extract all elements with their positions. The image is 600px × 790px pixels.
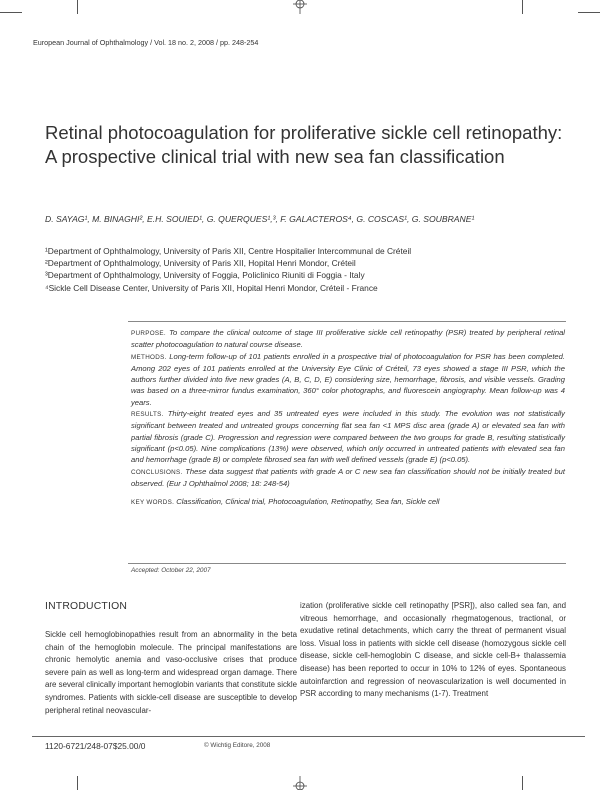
- intro-column-left: Sickle cell hemoglobinopathies result from an abnormality in the beta chain of the hemoglobin molecule. The principal manifestations are chronic hemolytic anemia and vaso-occlusive crises that produce severe pain as well as long-term and widespread organ damage. There are several clinically important hemoglobin variants that constitute sickle syndromes. Patients with sickle-cell disease are susceptible to develop peripheral retinal neovascular-: [45, 630, 297, 715]
- footer-rule: [32, 736, 585, 737]
- abstract: [131, 327, 565, 508]
- registration-mark-top-icon: [291, 0, 309, 14]
- abstract-keywords: [131, 496, 565, 508]
- affiliation-3: ³Department of Ophthalmology, University of Foggia, Policlinico Riuniti di Foggia - Italy: [45, 270, 365, 281]
- keywords-text: Classification, Clinical trial, Photocoagulation, Retinopathy, Sea fan, Sickle cell: [176, 497, 440, 507]
- abstract-methods: [131, 351, 565, 408]
- abstract-bottom-rule: [128, 563, 566, 564]
- methods-label: METHODS.: [131, 353, 167, 361]
- abstract-conclusions: [131, 466, 565, 490]
- results-label: RESULTS.: [131, 411, 164, 419]
- crop-mark-top-left: [77, 0, 78, 14]
- author-list: D. SAYAG¹, M. BINAGHI², E.H. SOUIED¹, G. QUERQUES¹,³, F. GALACTEROS⁴, G. COSCAS¹, G. SOUBRANE¹: [45, 214, 475, 224]
- affiliation-4: ⁴Sickle Cell Disease Center, University of Paris XII, Hopital Henri Mondor, Créteil - France: [45, 282, 378, 293]
- abstract-top-rule: [128, 321, 566, 322]
- registration-mark-bottom-icon: [291, 776, 309, 790]
- issn-code: 1120-6721/248-07$25.00/0: [45, 741, 146, 751]
- abstract-results: [131, 408, 565, 465]
- section-heading-introduction: INTRODUCTION: [45, 601, 128, 612]
- purpose-label: PURPOSE.: [131, 330, 166, 337]
- conclusions-label: CONCLUSIONS.: [131, 468, 183, 476]
- crop-mark-top-right-h: [578, 12, 600, 13]
- crop-mark-top-left-h: [0, 12, 22, 13]
- copyright: © Wichtig Editore, 2008: [204, 742, 271, 749]
- affiliation-2: ²Department of Ophthalmology, University of Paris XII, Hopital Henri Mondor, Créteil: [45, 258, 356, 269]
- crop-mark-top-right: [522, 0, 523, 14]
- crop-mark-bottom-right: [522, 776, 523, 790]
- article-title: Retinal photocoagulation for proliferative sickle cell retinopathy: A prospective clinical trial with new sea fan classification: [45, 122, 563, 167]
- methods-text: Long-term follow-up of 101 patients enrolled in a prospective trial of photocoagulation for PSR has been completed. Among 202 eyes of 101 patients enrolled at the University Eye Clinic of Créteil, 73 eyes showed a stage III PSR, which the authors further divided into five new grades (A, B, C, D, E) considering size, hemorrhage, fibrosis, and visible vessels. Grading was based on a three-mirror fundus examination, 360° color photographs, and fluorescein angiography. Mean follow-up was 4 years.: [131, 351, 565, 407]
- affiliation-1: ¹Department of Ophthalmology, University of Paris XII, Centre Hospitalier Intercommunal de Créteil: [45, 246, 412, 256]
- results-text: Thirty-eight treated eyes and 35 untreated eyes were included in this study. The evolution was not statistically significant between treated and untreated groups concerning flat sea fan <1 MPS disc area (grade A) or elevated sea fan with partial fibrosis (grade C). Progression and regression were compared between the two groups for grade B, resulting statistically significant (p<0.05). Nine complications (13%) were observed, which only occurred in untreated patients with elevated sea fan and hemorrhage (grade B) or complete fibrosed sea fan with well defined vessels (grade E) (p<0.05).: [131, 409, 565, 465]
- abstract-purpose: [131, 327, 565, 351]
- purpose-text: To compare the clinical outcome of stage III proliferative sickle cell retinopathy (PSR) treated by peripheral retinal scatter photocoagulation to natural course disease.: [131, 328, 565, 350]
- conclusions-text: These data suggest that patients with grade A or C new sea fan classification should not be initially treated but observed. (Eur J Ophthalmol 2008; 18: 248-54): [131, 466, 565, 488]
- intro-column-right: ization (proliferative sickle cell retinopathy [PSR]), also called sea fan, and vitreous hemorrhage, and occasionally rhegmatogenous, tractional, or exudative retinal detachments, which carry the threat of permanent visual loss. Visual loss in patients with sickle cell disease (homozygous sickle cell disease, sickle cell-hemoglobin C disease, and sickle cell-B+ thalassemia disease) has been reported to occur in 10% to 12% of eyes. Spontaneous autoinfarction and regression of neovascularization is well documented in PSR according to many mechanisms (1-7). Treatment: [300, 601, 566, 699]
- keywords-label: KEY WORDS.: [131, 499, 175, 507]
- accepted-date: Accepted: October 22, 2007: [131, 567, 211, 574]
- affiliations: [45, 245, 565, 294]
- running-head: European Journal of Ophthalmology / Vol. 18 no. 2, 2008 / pp. 248-254: [33, 38, 259, 47]
- crop-mark-bottom-left: [77, 776, 78, 790]
